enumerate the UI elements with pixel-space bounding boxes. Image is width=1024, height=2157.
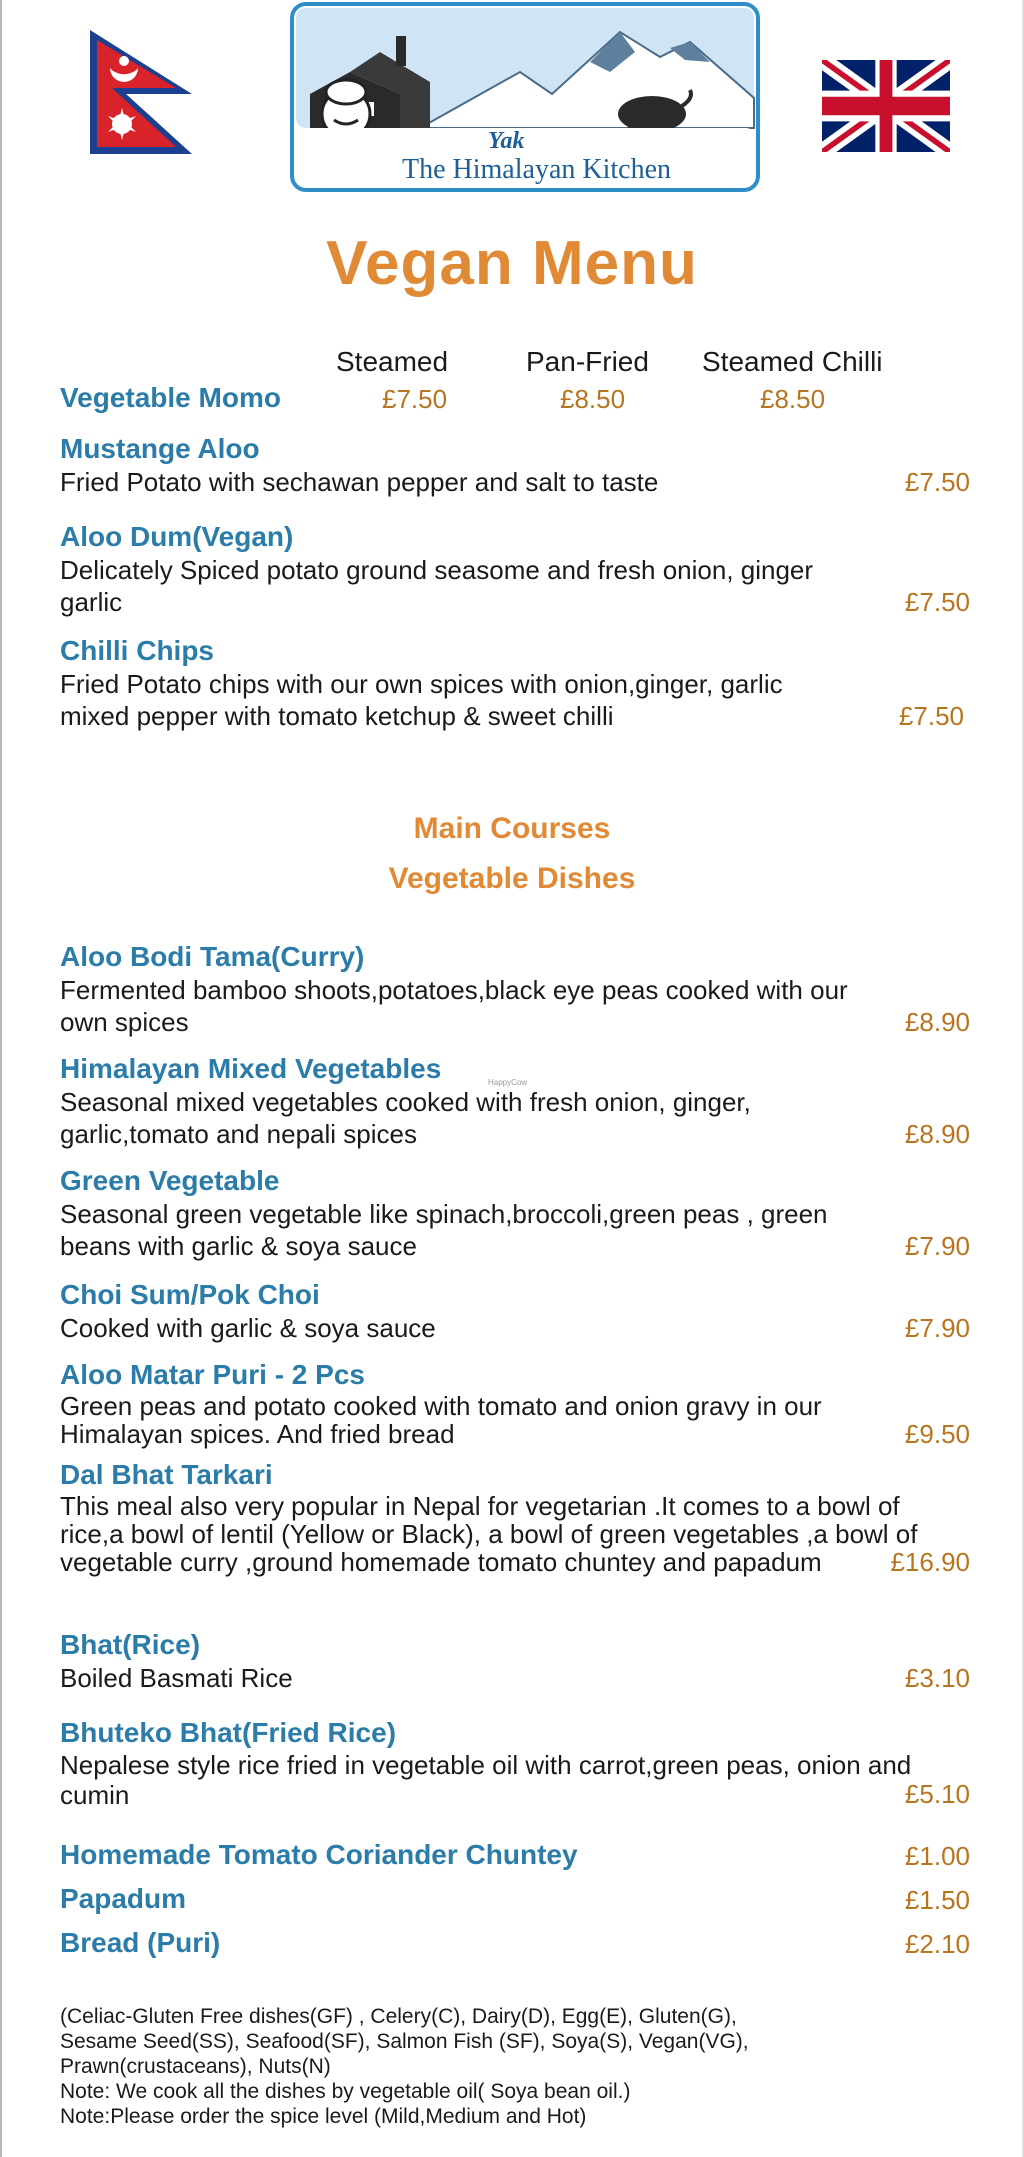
item-price: £2.10	[904, 1929, 970, 1959]
item-description: Delicately Spiced potato ground seasome and fresh onion, ginger garlic	[60, 555, 814, 617]
nepal-flag-icon	[88, 28, 198, 156]
momo-row	[0, 382, 1024, 422]
item-price: £8.90	[904, 1007, 970, 1037]
header-steamed: Steamed	[336, 346, 449, 377]
item-price: £5.10	[904, 1779, 970, 1809]
menu-item	[60, 1926, 970, 1960]
item-name: Aloo Matar Puri - 2 Pcs	[60, 1359, 365, 1390]
section-main-courses: Main Courses	[413, 812, 611, 845]
item-price: £1.50	[904, 1885, 970, 1915]
menu-item	[60, 634, 970, 732]
item-price: £7.50	[904, 467, 970, 497]
menu-item	[60, 1278, 970, 1344]
note-line: Prawn(crustaceans), Nuts(N)	[60, 2055, 331, 2078]
item-price: £3.10	[904, 1663, 970, 1693]
header	[0, 0, 1024, 200]
item-name: Bread (Puri)	[60, 1927, 221, 1958]
menu-item	[60, 1838, 970, 1872]
header-steamed-chilli: Steamed Chilli	[702, 346, 883, 377]
menu-title: Vegan Menu	[326, 229, 698, 298]
item-description: Seasonal mixed vegetables cooked with fresh onion, ginger, garlic,tomato and nepali spices	[60, 1087, 751, 1149]
menu-item	[60, 1628, 970, 1694]
logo-line1: Yak	[488, 128, 525, 154]
header-pan-fried: Pan-Fried	[526, 346, 649, 377]
item-price: £7.50	[904, 587, 970, 617]
uk-flag-icon	[822, 60, 950, 152]
allergen-notes	[60, 2004, 960, 2129]
section-vegetable-dishes: Vegetable Dishes	[388, 862, 636, 895]
item-name: Himalayan Mixed Vegetables	[60, 1053, 442, 1084]
menu-item	[60, 940, 970, 1038]
menu-item	[60, 1358, 970, 1448]
menu-item	[60, 1882, 970, 1916]
item-description: Boiled Basmati Rice	[60, 1663, 293, 1693]
item-name: Green Vegetable	[60, 1165, 280, 1196]
item-name: Mustange Aloo	[60, 433, 260, 464]
item-description: Fried Potato with sechawan pepper and salt to taste	[60, 467, 659, 497]
momo-column-headers	[0, 346, 1024, 382]
menu-item	[60, 432, 970, 498]
item-price: £9.50	[904, 1419, 970, 1449]
item-name: Chilli Chips	[60, 635, 214, 666]
note-line: (Celiac-Gluten Free dishes(GF) , Celery(C), Dairy(D), Egg(E), Gluten(G),	[60, 2005, 737, 2028]
item-price: £1.00	[904, 1841, 970, 1871]
item-description: Seasonal green vegetable like spinach,broccoli,green peas , green beans with garlic & soya sauce	[60, 1199, 828, 1261]
note-line: Note: We cook all the dishes by vegetable oil( Soya bean oil.)	[60, 2080, 631, 2103]
momo-price-steamed: £7.50	[382, 384, 448, 414]
menu-item	[60, 1458, 970, 1576]
item-price: £16.90	[890, 1547, 970, 1577]
momo-name: Vegetable Momo	[60, 382, 281, 413]
menu-item	[60, 1164, 970, 1262]
watermark: HappyCow	[488, 1078, 528, 1087]
note-line: Sesame Seed(SS), Seafood(SF), Salmon Fish (SF), Soya(S), Vegan(VG),	[60, 2030, 749, 2053]
menu-item	[60, 520, 970, 618]
momo-price-pan-fried: £8.50	[560, 384, 626, 414]
item-description: Cooked with garlic & soya sauce	[60, 1313, 436, 1343]
yak-himalayan-kitchen-logo	[290, 2, 760, 192]
logo-line2: The Himalayan Kitchen	[402, 154, 672, 185]
item-name: Aloo Bodi Tama(Curry)	[60, 941, 365, 972]
page-left-edge	[0, 0, 2, 2157]
item-price: £7.50	[898, 701, 964, 731]
item-description: This meal also very popular in Nepal for vegetarian .It comes to a bowl of rice,a bowl of lentil (Yellow or Black), a bowl of green vegetables ,a bowl of vegetable curry ,ground homemade tomato chuntey and papadum	[60, 1491, 918, 1577]
item-name: Bhat(Rice)	[60, 1629, 201, 1660]
item-price: £8.90	[904, 1119, 970, 1149]
item-description: Nepalese style rice fried in vegetable oil with carrot,green peas, onion and cumin	[60, 1750, 912, 1810]
item-name: Choi Sum/Pok Choi	[60, 1279, 320, 1310]
item-description: Fried Potato chips with our own spices with onion,ginger, garlic mixed pepper with tomato ketchup & sweet chilli	[60, 669, 783, 731]
menu-item	[60, 1716, 970, 1810]
item-price: £7.90	[904, 1313, 970, 1343]
item-name: Dal Bhat Tarkari	[60, 1459, 273, 1490]
item-description: Fermented bamboo shoots,potatoes,black eye peas cooked with our own spices	[60, 975, 848, 1037]
item-name: Bhuteko Bhat(Fried Rice)	[60, 1717, 397, 1748]
item-name: Homemade Tomato Coriander Chuntey	[60, 1839, 578, 1870]
item-price: £7.90	[904, 1231, 970, 1261]
item-name: Aloo Dum(Vegan)	[60, 521, 294, 552]
menu-item	[60, 1052, 970, 1150]
note-line: Note:Please order the spice level (Mild,Medium and Hot)	[60, 2105, 587, 2128]
item-description: Green peas and potato cooked with tomato and onion gravy in our Himalayan spices. And fried bread	[60, 1391, 822, 1449]
item-name: Papadum	[60, 1883, 187, 1914]
momo-price-steamed-chilli: £8.50	[760, 384, 826, 414]
